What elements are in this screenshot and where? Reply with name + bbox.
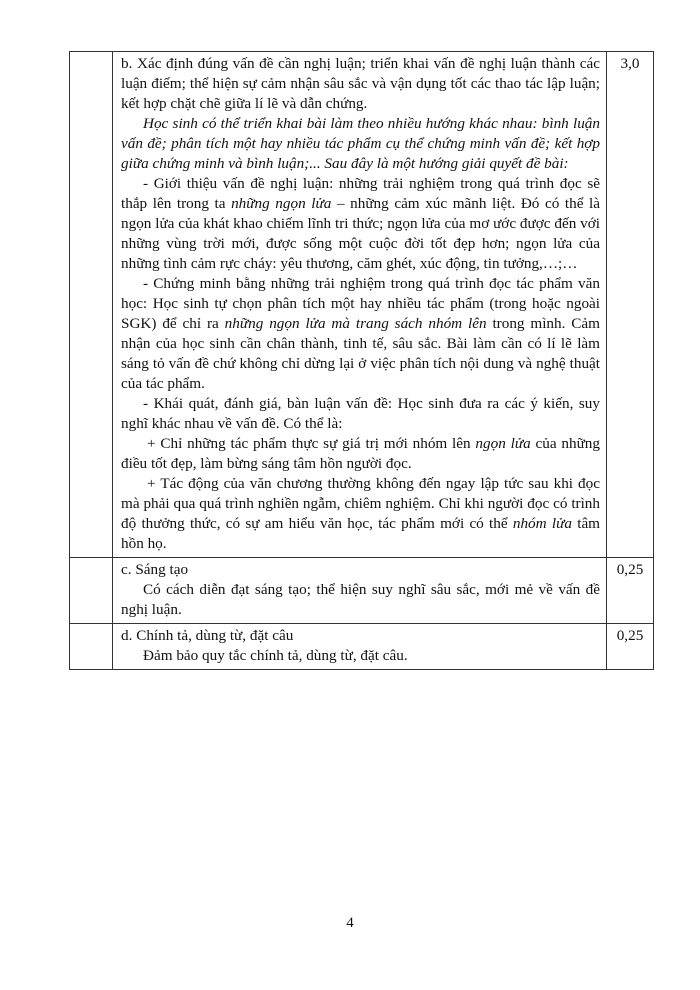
criteria-heading: b. Xác định đúng vấn đề cần nghị luận; triển khai vấn đề nghị luận thành các luận điểm; thể hiện sự cảm nhận sâu sắc và vận dụng tốt các thao tác lập luận; kết hợp chặt chẽ giữa lí lẽ và dẫn chứng. xyxy=(121,55,600,112)
score-cell: 0,25 xyxy=(607,624,654,670)
empty-cell xyxy=(70,624,113,670)
table-row xyxy=(70,624,654,670)
grading-table xyxy=(69,51,654,670)
empty-cell xyxy=(70,52,113,558)
paragraph-evaluate: - Khái quát, đánh giá, bàn luận vấn đề: Học sinh đưa ra các ý kiến, suy nghĩ khác nhau về vấn đề. Có thể là: xyxy=(121,395,600,432)
score-cell: 3,0 xyxy=(607,52,654,558)
criteria-body: Đảm bảo quy tắc chính tả, dùng từ, đặt câu. xyxy=(143,647,408,664)
empty-cell xyxy=(70,558,113,624)
bullet-point-1: + Chỉ những tác phẩm thực sự giá trị mới nhóm lên ngọn lửa của những điều tốt đẹp, làm bừng sáng tâm hồn người đọc. xyxy=(121,435,600,472)
criteria-cell xyxy=(113,558,607,624)
bullet-point-2: + Tác động của văn chương thường không đến ngay lập tức sau khi đọc mà phải qua quá trình nghiền ngẫm, chiêm nghiệm. Chỉ khi người đọc có trình độ thưởng thức, có sự am hiểu văn học, tác phẩm mới có thể nhóm lửa tâm hồn họ. xyxy=(121,475,600,552)
criteria-cell xyxy=(113,52,607,558)
page-number: 4 xyxy=(346,915,354,931)
score-cell: 0,25 xyxy=(607,558,654,624)
table-row xyxy=(70,52,654,558)
table-row xyxy=(70,558,654,624)
paragraph-prove: - Chứng minh bằng những trải nghiệm trong quá trình đọc tác phẩm văn học: Học sinh tự chọn phân tích một hay nhiều tác phẩm (trong hoặc ngoài SGK) để chỉ ra những ngọn lửa mà trang sách nhóm lên trong mình. Cảm nhận của học sinh cần chân thành, tinh tế, sâu sắc. Bài làm cần có lí lẽ làm sáng tỏ vấn đề chứ không chỉ dừng lại ở việc phân tích nội dung và nghệ thuật của tác phẩm. xyxy=(121,275,600,392)
criteria-body: Có cách diễn đạt sáng tạo; thể hiện suy nghĩ sâu sắc, mới mẻ về vấn đề nghị luận. xyxy=(121,581,600,618)
guidance-italic: Học sinh có thể triển khai bài làm theo nhiều hướng khác nhau: bình luận vấn đề; phân tích một hay nhiều tác phẩm cụ thể chứng minh vấn đề; kết hợp giữa chứng minh và bình luận;... Sau đây là một hướng giải quyết đề bài: xyxy=(121,115,600,172)
criteria-heading: c. Sáng tạo xyxy=(121,561,189,578)
criteria-heading: d. Chính tả, dùng từ, đặt câu xyxy=(121,627,294,644)
paragraph-intro-issue: - Giới thiệu vấn đề nghị luận: những trải nghiệm trong quá trình đọc sẽ thắp lên trong ta những ngọn lửa – những cảm xúc mãnh liệt. Đó có thể là ngọn lửa của khát khao chiếm lĩnh tri thức; ngọn lửa của mơ ước được đến với những vùng trời mới, được sống một cuộc đời tốt đẹp hơn; ngọn lửa của những tình cảm rực cháy: yêu thương, căm ghét, xúc động, tin tưởng,…;… xyxy=(121,175,600,272)
criteria-cell xyxy=(113,624,607,670)
